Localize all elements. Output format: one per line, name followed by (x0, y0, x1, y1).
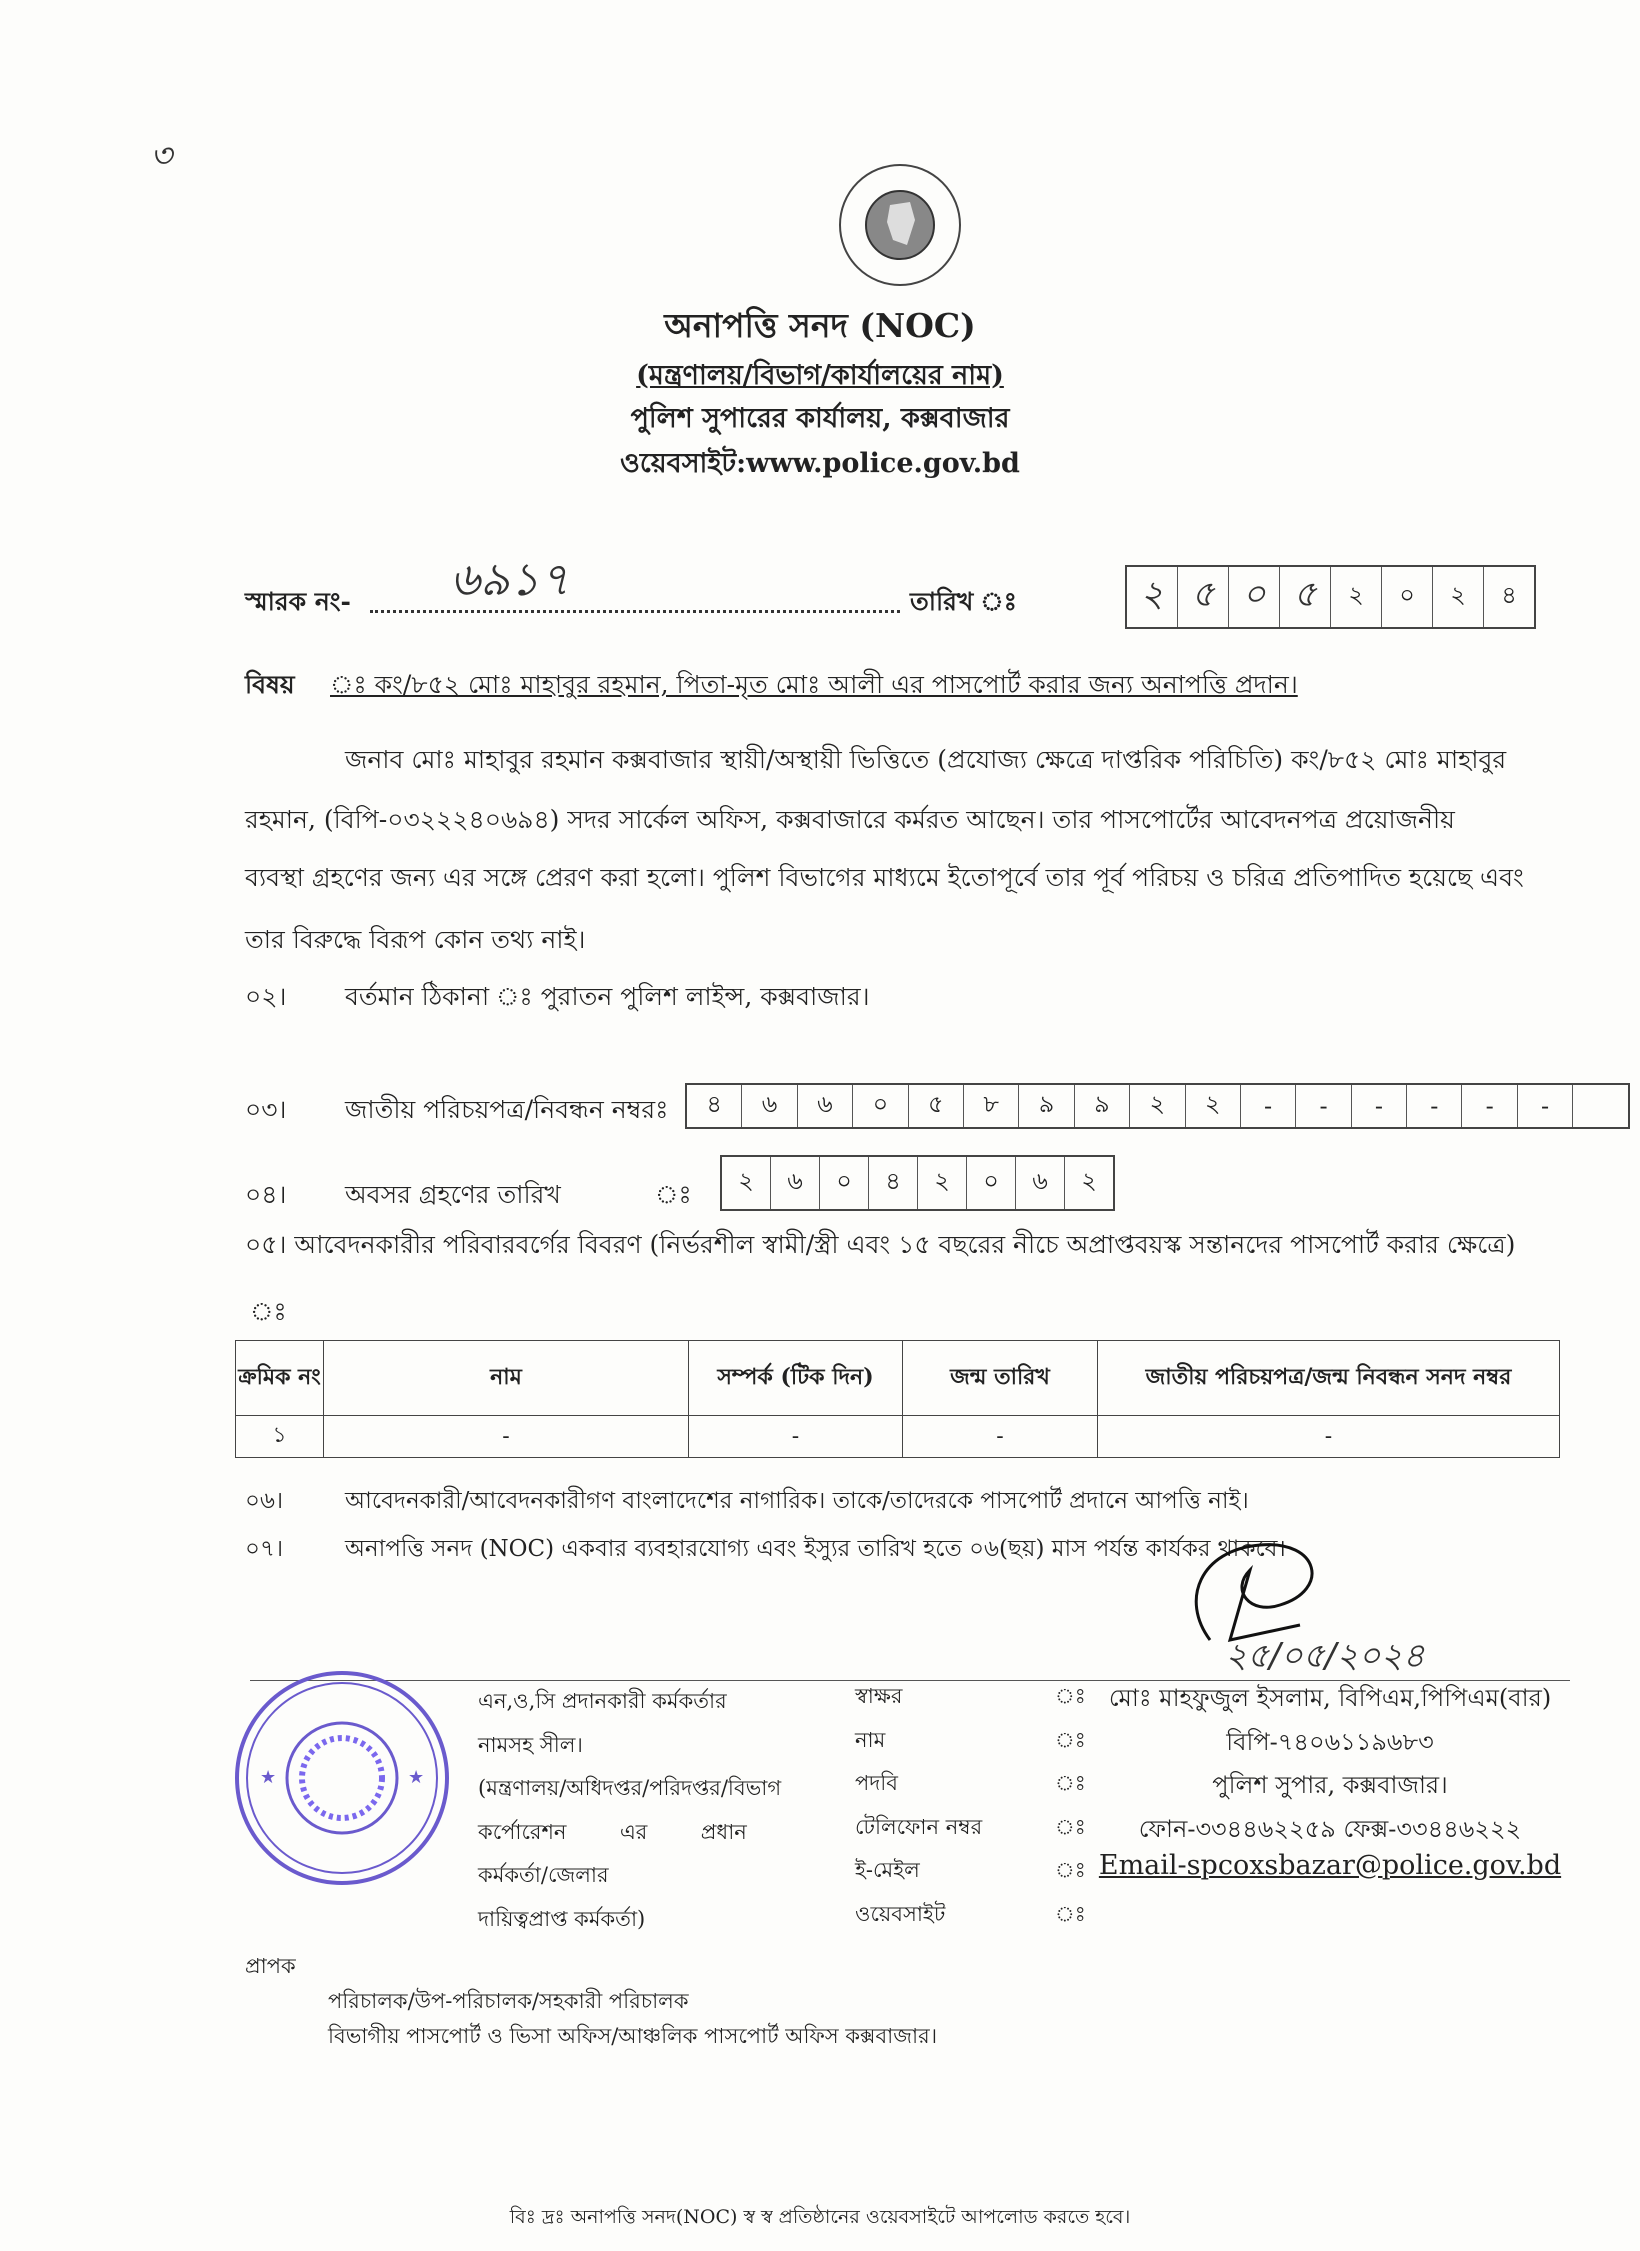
cell: - (324, 1416, 689, 1458)
office-name: পুলিশ সুপারের কার্যালয়, কক্সবাজার (630, 403, 1010, 434)
col-name: নাম (324, 1341, 689, 1416)
ministry-label: (মন্ত্রণালয়/বিভাগ/কার্যালয়ের নাম) (636, 360, 1004, 391)
subject-text: ঃ কং/৮৫২ মোঃ মাহাবুর রহমান, পিতা-মৃত মোঃ আলী এর পাসপোর্ট করার জন্য অনাপত্তি প্রদান। (330, 670, 1298, 699)
signature-date: ২৫/০৫/২০২৪ (1225, 1636, 1425, 1676)
page-title: অনাপত্তি সনদ (NOC) (664, 306, 976, 345)
digit-box: ২ (722, 1157, 771, 1209)
field-value: পুলিশ সুপার, কক্সবাজার। (1212, 1771, 1448, 1799)
digit-box: ০ (1229, 567, 1280, 627)
field-label: টেলিফোন নম্বর (855, 1814, 983, 1839)
digit-box: ৪ (869, 1157, 918, 1209)
officer-fields (855, 1680, 1575, 1941)
item-06-number: ০৬। (245, 1488, 284, 1514)
digit-box: - (1296, 1085, 1351, 1127)
col-relation: সম্পর্ক (টিক দিন) (689, 1341, 903, 1416)
field-label: পদবি (855, 1771, 898, 1795)
digit-box: ২ (1081, 1167, 1097, 1195)
digit-box: ৫ (1178, 567, 1229, 627)
body-line: রহমান, (বিপি-০৩২২২৪০৬৯৪) সদর সার্কেল অফিস, কক্সবাজারে কর্মরত আছেন। তার পাসপোর্টের আবেদনপত্র প্রয়োজনীয় (245, 805, 1455, 834)
digit-box: ২ (1433, 567, 1484, 627)
digit-box: - (1518, 1085, 1573, 1127)
office-website: ওয়েবসাইট:www.police.gov.bd (620, 448, 1020, 479)
cell: - (1098, 1416, 1560, 1458)
officer-field-row (855, 1680, 1575, 1724)
field-label: ওয়েবসাইট (855, 1901, 946, 1926)
date-boxes (1125, 565, 1536, 629)
digit-box: ৬ (798, 1085, 853, 1127)
item-02-number: ০২। (245, 982, 287, 1011)
nid-label: জাতীয় পরিচয়পত্র/নিবন্ধন নম্বরঃ (345, 1095, 669, 1124)
digit-box: - (1407, 1085, 1462, 1127)
digit-box: ২ (1331, 567, 1382, 627)
body-line: ব্যবস্থা গ্রহণের জন্য এর সঙ্গে প্রেরণ করা হলো। পুলিশ বিভাগের মাধ্যমে ইতোপূর্বে তার পূর্ব পরিচয় ও চরিত্র প্রতিপাদিত হয়েছে এবং (245, 863, 1524, 892)
digit-box: ৪ (687, 1085, 742, 1127)
cell: - (689, 1416, 903, 1458)
item-07-number: ০৭। (245, 1536, 284, 1562)
field-label: নাম (855, 1727, 886, 1752)
item-04-number: ০৪। (245, 1180, 287, 1209)
digit-box: ২ (1130, 1085, 1185, 1127)
officer-field-row (855, 1850, 1575, 1898)
office-seal-stamp (232, 1668, 452, 1888)
retirement-date-label: অবসর গ্রহণের তারিখ (345, 1180, 561, 1209)
digit-box: ৮ (964, 1085, 1019, 1127)
officer-desc-line: এন,ও,সি প্রদানকারী কর্মকর্তার (478, 1689, 727, 1713)
retirement-date-boxes (720, 1155, 1115, 1211)
digit-box: ০ (1382, 567, 1433, 627)
officer-field-row (855, 1767, 1575, 1811)
officer-desc-line: কর্পোরেশন এর প্রধান (478, 1819, 747, 1844)
digit-box: ০ (967, 1157, 1016, 1209)
officer-field-row (855, 1898, 1575, 1942)
digit-box: ২ (1186, 1085, 1241, 1127)
colon: ঃ (1055, 1858, 1086, 1882)
colon: ঃ (1055, 1727, 1086, 1752)
field-value: মোঃ মাহফুজুল ইসলাম, বিপিএম,পিপিএম(বার) (1108, 1684, 1552, 1712)
svg-text:★: ★ (260, 1767, 277, 1788)
digit-box: ৯ (1019, 1085, 1074, 1127)
officer-desc-line: দায়িত্বপ্রাপ্ত কর্মকর্তা) (478, 1906, 646, 1931)
recipient-line: বিভাগীয় পাসপোর্ট ও ভিসা অফিস/আঞ্চলিক পাসপোর্ট অফিস কক্সবাজার। (328, 2024, 938, 2048)
body-line: জনাব মোঃ মাহাবুর রহমান কক্সবাজার স্থায়ী/অস্থায়ী ভিত্তিতে (প্রযোজ্য ক্ষেত্রে দাপ্তরিক পরিচিতি) কং/৮৫২ মোঃ মাহাবুর (345, 745, 1507, 774)
officer-field-row (855, 1811, 1575, 1855)
digit-box: ২ (1127, 567, 1178, 627)
table-header-row (236, 1341, 1560, 1416)
digit-box: ৬ (771, 1157, 820, 1209)
digit-box: ৬ (1016, 1157, 1065, 1209)
date-label: তারিখ ঃ (910, 587, 1017, 616)
officer-field-row (855, 1724, 1575, 1768)
field-label: ই-মেইল (855, 1858, 920, 1882)
recipient-line: পরিচালক/উপ-পরিচালক/সহকারী পরিচালক (328, 1989, 689, 2013)
page-number: ৩ (150, 136, 173, 176)
digit-box: ৬ (742, 1085, 797, 1127)
digit-box: ৪ (1501, 581, 1517, 609)
col-birth-date: জন্ম তারিখ (903, 1341, 1098, 1416)
field-label: স্বাক্ষর (855, 1684, 903, 1708)
digit-box: ২ (918, 1157, 967, 1209)
footnote: বিঃ দ্রঃ অনাপত্তি সনদ(NOC) স্ব স্ব প্রতিষ্ঠানের ওয়েবসাইটে আপলোড করতে হবে। (509, 2206, 1131, 2228)
col-nid: জাতীয় পরিচয়পত্র/জন্ম নিবন্ধন সনদ নম্বর (1098, 1341, 1560, 1416)
cell: - (903, 1416, 1098, 1458)
colon: ঃ (250, 1297, 287, 1326)
item-03-number: ০৩। (245, 1095, 287, 1124)
subject-label: বিষয় (245, 670, 295, 699)
digit-box: ৫ (1280, 567, 1331, 627)
family-details-label: ০৫। আবেদনকারীর পরিবারবর্গের বিবরণ (নির্ভরশীল স্বামী/স্ত্রী এবং ১৫ বছরের নীচে অপ্রাপ্তবয়স্ক সন্তানদের পাসপোর্ট করার ক্ষেত্রে) (245, 1230, 1516, 1259)
field-value: Email-spcoxsbazar@police.gov.bd (1098, 1850, 1562, 1881)
colon: ঃ (1055, 1771, 1086, 1795)
memo-label: স্মারক নং- (245, 587, 351, 616)
field-value: ফোন-৩৩৪৪৬২২৫৯ ফেক্স-৩৩৪৪৬২২২ (1138, 1814, 1522, 1843)
col-serial: ক্রমিক নং (236, 1341, 324, 1416)
cell: ১ (236, 1416, 324, 1458)
officer-description (478, 1680, 781, 1941)
colon: ঃ (655, 1180, 692, 1209)
digit-box (1573, 1085, 1627, 1127)
memo-number: ৬৯১৭ (450, 552, 570, 606)
table-row (236, 1416, 1560, 1458)
officer-desc-line: কর্মকর্তা/জেলার (478, 1863, 609, 1887)
digit-box: ০ (853, 1085, 908, 1127)
digit-box: - (1241, 1085, 1296, 1127)
digit-box: ৯ (1075, 1085, 1130, 1127)
recipient-label: প্রাপক (245, 1954, 296, 1978)
officer-desc-line: (মন্ত্রণালয়/অধিদপ্তর/পরিদপ্তর/বিভাগ (478, 1776, 782, 1800)
svg-text:★: ★ (408, 1767, 425, 1788)
field-value: বিপি-৭৪০৬১১৯৬৮৩ (1226, 1727, 1434, 1756)
citizenship-statement: আবেদনকারী/আবেদনকারীগণ বাংলাদেশের নাগারিক। তাকে/তাদেরকে পাসপোর্ট প্রদানে আপত্তি নাই। (345, 1488, 1249, 1514)
government-emblem (835, 160, 965, 290)
family-table (235, 1340, 1560, 1458)
digit-box: - (1352, 1085, 1407, 1127)
officer-desc-line: নামসহ সীল। (478, 1732, 583, 1757)
digit-box: ০ (820, 1157, 869, 1209)
colon: ঃ (1055, 1901, 1086, 1926)
digit-box: ৫ (909, 1085, 964, 1127)
colon: ঃ (1055, 1684, 1086, 1708)
body-line: তার বিরুদ্ধে বিরূপ কোন তথ্য নাই। (245, 925, 586, 954)
validity-statement: অনাপত্তি সনদ (NOC) একবার ব্যবহারযোগ্য এবং ইস্যুর তারিখ হতে ০৬(ছয়) মাস পর্যন্ত কার্যকর থাকবে। (345, 1536, 1286, 1562)
nid-boxes (685, 1083, 1630, 1129)
current-address: বর্তমান ঠিকানা ঃ পুরাতন পুলিশ লাইন্স, কক্সবাজার। (345, 982, 870, 1011)
digit-box: - (1462, 1085, 1517, 1127)
colon: ঃ (1055, 1814, 1086, 1839)
